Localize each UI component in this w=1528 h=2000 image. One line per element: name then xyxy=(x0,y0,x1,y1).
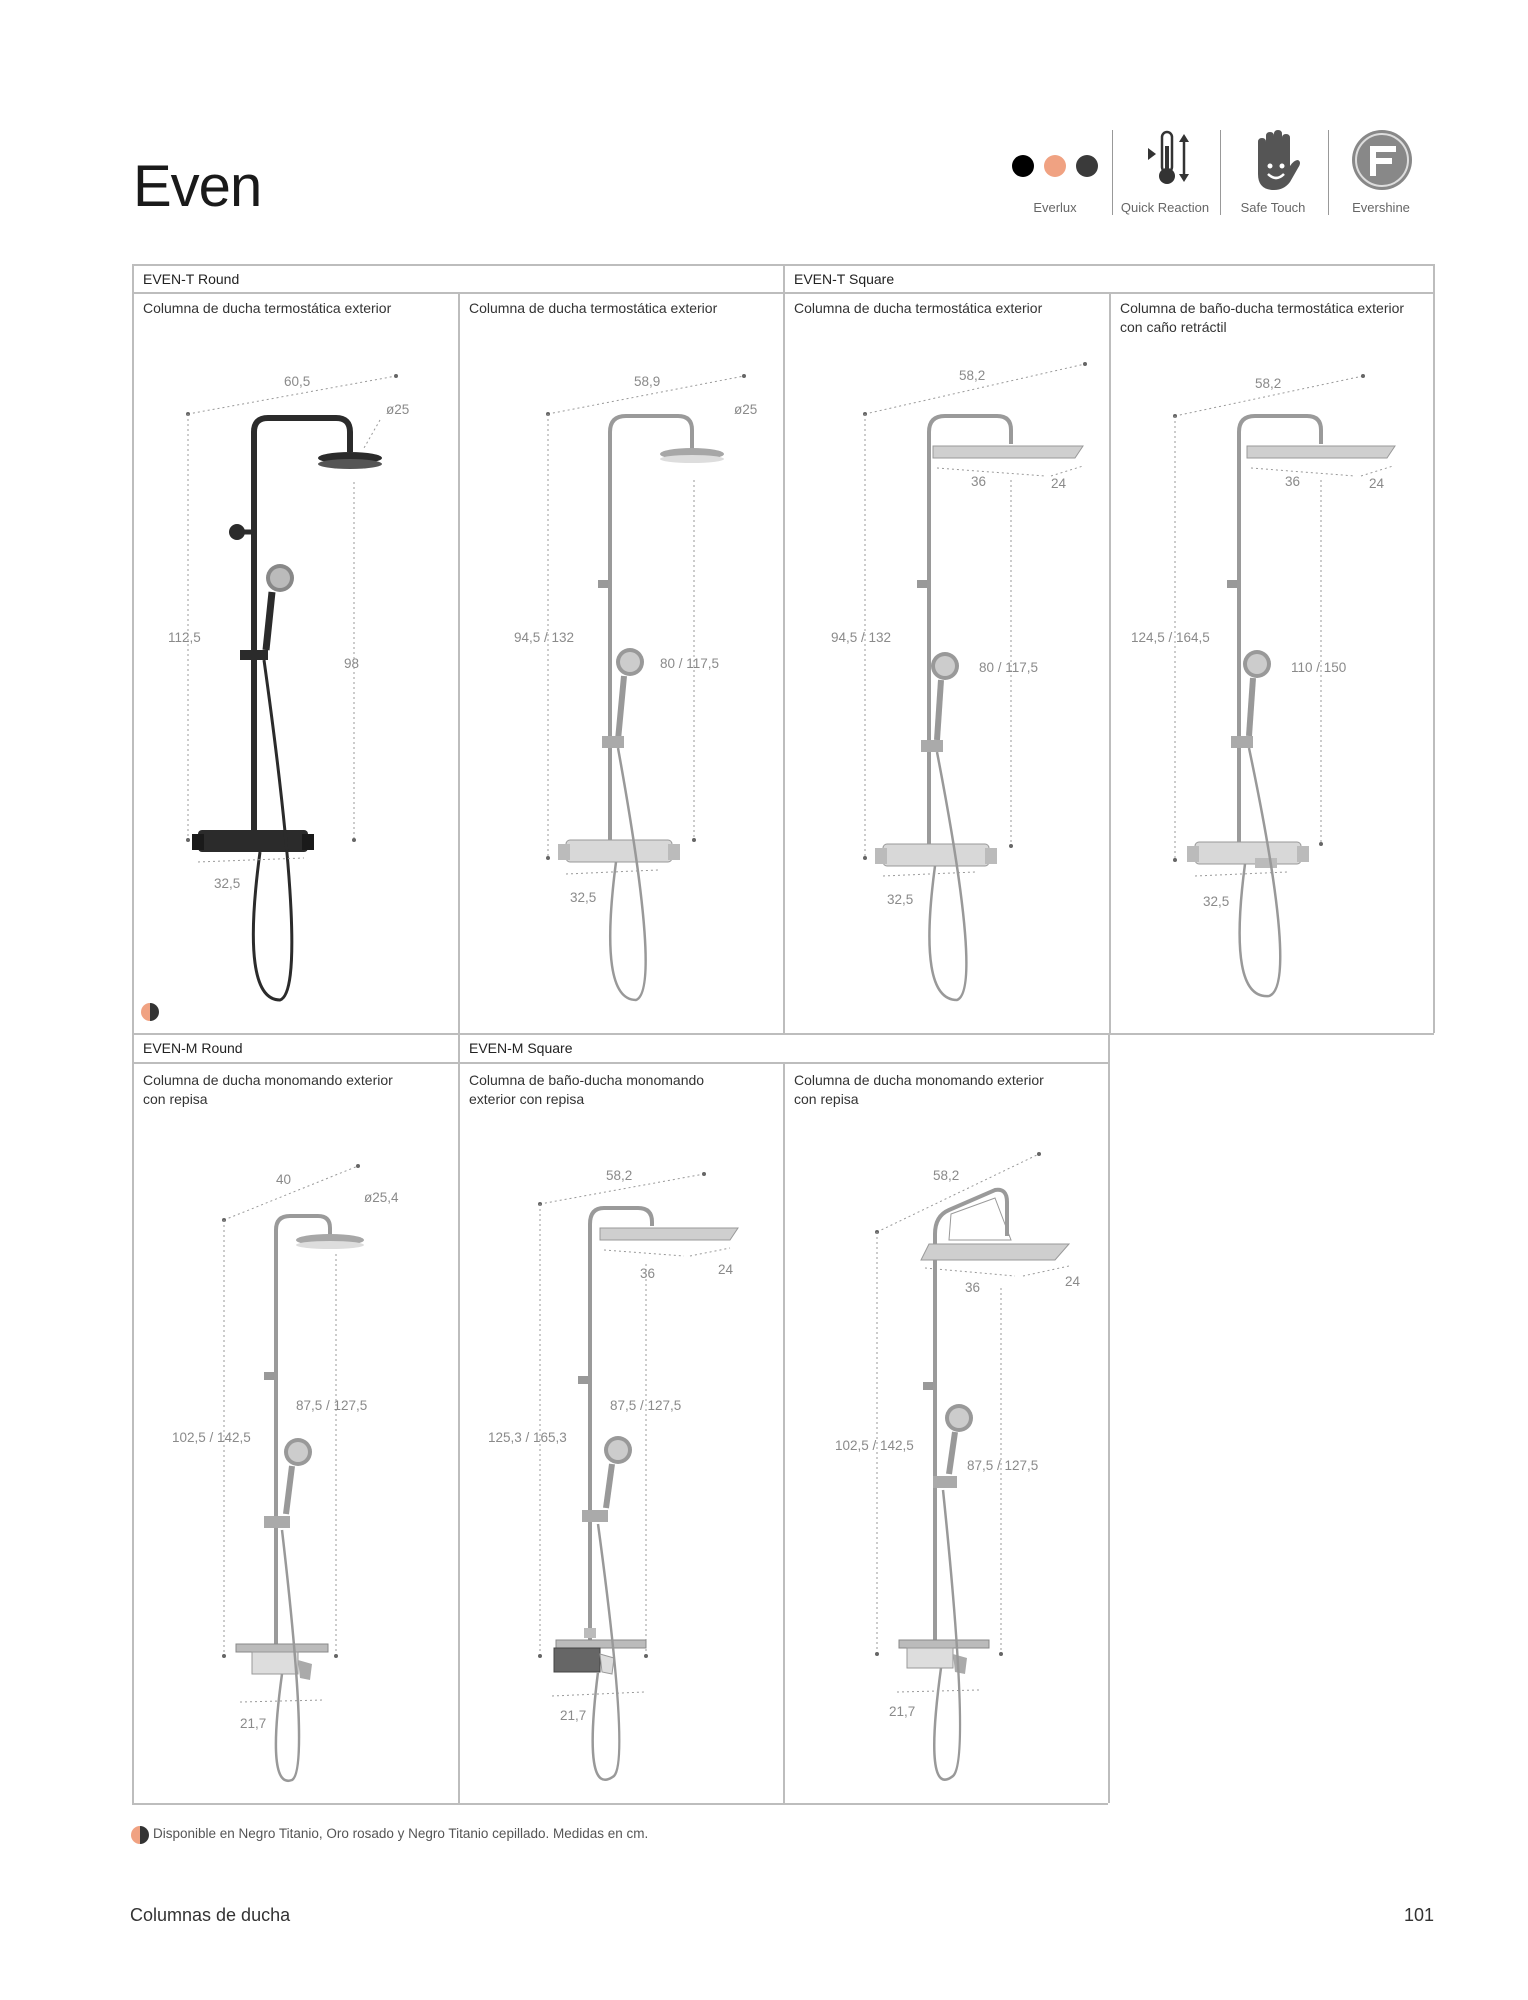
dim-width: 58,2 xyxy=(606,1168,633,1183)
dim-height: 94,5 / 132 xyxy=(514,630,575,645)
dim-head-depth: 24 xyxy=(1065,1274,1081,1289)
dim-inner: 80 / 117,5 xyxy=(979,660,1039,675)
feature-label-quick-reaction: Quick Reaction xyxy=(1120,200,1210,215)
footer-section-name: Columnas de ducha xyxy=(130,1905,291,1925)
thermometer-icon xyxy=(1140,128,1200,193)
dim-height: 124,5 / 164,5 xyxy=(1131,630,1210,645)
dim-height: 102,5 / 142,5 xyxy=(835,1438,914,1453)
dim-head-width: 36 xyxy=(1285,474,1301,489)
footnote: Disponible en Negro Titanio, Oro rosado y Negro Titanio cepillado. Medidas en cm. xyxy=(153,1826,649,1841)
series-even-m-square: EVEN-M Square xyxy=(469,1040,573,1056)
page-title: Even xyxy=(133,154,262,219)
grid-line xyxy=(132,1033,1434,1035)
dim-width: 58,9 xyxy=(634,374,661,389)
product-description: Columna de ducha monomando exterior con repisa xyxy=(794,1072,1044,1107)
dim-width: 58,2 xyxy=(933,1168,960,1183)
dim-head: ø25 xyxy=(386,402,410,417)
dim-base: 32,5 xyxy=(570,890,597,905)
dim-inner: 110 / 150 xyxy=(1291,660,1347,675)
product-image-even-t-round-chrome xyxy=(458,360,784,1025)
product-image-even-t-round-black xyxy=(132,360,458,1025)
dim-width: 60,5 xyxy=(284,374,311,389)
series-even-m-round: EVEN-M Round xyxy=(143,1040,243,1056)
dim-height: 102,5 / 142,5 xyxy=(172,1430,251,1445)
feature-label-safe-touch: Safe Touch xyxy=(1240,200,1306,215)
finish-dot-black xyxy=(1012,155,1034,177)
product-image-even-t-square-chrome xyxy=(783,360,1109,1025)
dim-height: 94,5 / 132 xyxy=(831,630,892,645)
grid-line xyxy=(132,1062,1108,1064)
product-description: Columna de ducha monomando exterior con repisa xyxy=(143,1072,393,1107)
evershine-icon xyxy=(1350,128,1414,197)
dim-base: 32,5 xyxy=(1203,894,1230,909)
dim-head-depth: 24 xyxy=(1051,476,1067,491)
dim-height: 125,3 / 165,3 xyxy=(488,1430,567,1445)
series-even-t-square: EVEN-T Square xyxy=(794,271,895,287)
dim-head-depth: 24 xyxy=(718,1262,734,1277)
dim-head-depth: 24 xyxy=(1369,476,1385,491)
product-image-even-m-square-bath xyxy=(458,1140,784,1805)
dim-inner: 80 / 117,5 xyxy=(660,656,720,671)
dim-inner: 87,5 / 127,5 xyxy=(296,1398,368,1413)
dim-base: 21,7 xyxy=(889,1704,916,1719)
dim-inner: 87,5 / 127,5 xyxy=(967,1458,1039,1473)
product-image-even-m-round xyxy=(132,1140,458,1805)
finish-dot-rose-gold xyxy=(1044,155,1066,177)
finish-available-icon xyxy=(131,1826,149,1844)
feature-label-everlux: Everlux xyxy=(1033,200,1077,215)
dim-height: 112,5 xyxy=(168,630,201,645)
product-description: Columna de ducha termostática exterior xyxy=(794,300,1043,316)
dim-base: 32,5 xyxy=(214,876,241,891)
product-description: Columna de baño-ducha monomando exterior con repisa xyxy=(469,1072,705,1107)
dim-head-width: 36 xyxy=(971,474,987,489)
dim-base: 21,7 xyxy=(560,1708,587,1723)
dim-head-width: 36 xyxy=(640,1266,656,1281)
dim-head-width: 36 xyxy=(965,1280,981,1295)
dim-inner: 87,5 / 127,5 xyxy=(610,1398,682,1413)
dim-base: 21,7 xyxy=(240,1716,267,1731)
dim-width: 58,2 xyxy=(959,368,986,383)
product-description: Columna de baño-ducha termostática exterior con caño retráctil xyxy=(1120,300,1405,335)
dim-head: ø25 xyxy=(734,402,758,417)
dim-base: 32,5 xyxy=(887,892,914,907)
product-image-even-t-square-bath xyxy=(1109,360,1435,1025)
dim-head: ø25,4 xyxy=(364,1190,399,1205)
product-image-even-m-square xyxy=(783,1140,1109,1805)
page-number: 101 xyxy=(1403,1905,1434,1925)
product-description: Columna de ducha termostática exterior xyxy=(143,300,392,316)
dim-width: 40 xyxy=(276,1172,292,1187)
finish-dot-brushed-black xyxy=(1076,155,1098,177)
series-even-t-round: EVEN-T Round xyxy=(143,271,240,287)
dim-inner: 98 xyxy=(344,656,360,671)
feature-label-evershine: Evershine xyxy=(1352,200,1410,215)
finish-available-icon xyxy=(141,1003,159,1021)
hand-icon xyxy=(1246,128,1306,197)
product-description: Columna de ducha termostática exterior xyxy=(469,300,718,316)
dim-width: 58,2 xyxy=(1255,376,1282,391)
